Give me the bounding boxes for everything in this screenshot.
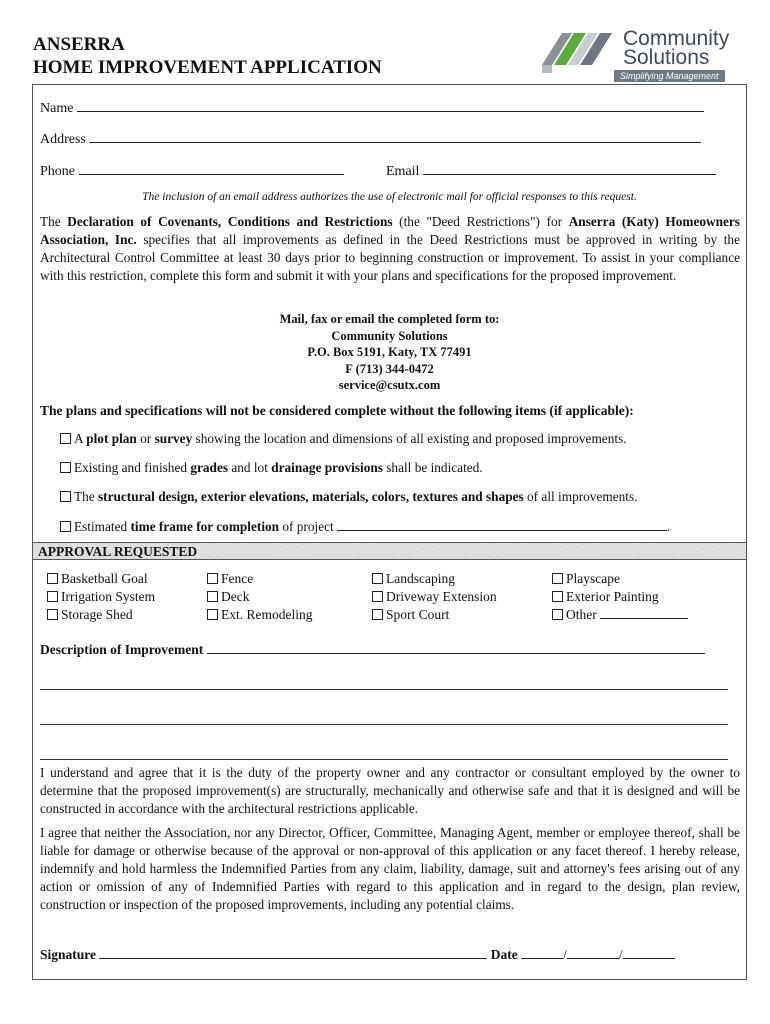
option-storage-shed[interactable] — [47, 606, 133, 623]
req4-period: . — [667, 519, 671, 534]
option-irrigation-system[interactable] — [47, 588, 155, 605]
option-label: Ext. Remodeling — [221, 607, 313, 622]
grades-checkbox[interactable] — [60, 462, 71, 473]
mail-line-1: Mail, fax or email the completed form to: — [279, 312, 500, 326]
agreement-paragraph-1: I understand and agree that it is the duty of the property owner and any contractor or consultant employed by the owner to determine that the proposed improvement(s) are structurally, mechanically and otherwise safe and that it is designed and will be constructed in accordance with the architectural restrictions applicable. — [40, 765, 740, 816]
description-label: Description of Improvement — [40, 642, 204, 657]
approval-requested-heading: APPROVAL REQUESTED — [38, 544, 198, 559]
logo-name-line-2: Solutions — [623, 46, 710, 69]
checkbox[interactable] — [207, 609, 218, 620]
option-fence[interactable] — [207, 570, 253, 587]
date-month-field[interactable] — [521, 946, 563, 959]
intro-text-declaration: Declaration of Covenants, Conditions and Restrictions — [67, 214, 393, 229]
requirement-grades — [60, 460, 483, 476]
form-frame — [32, 84, 747, 980]
option-label: Driveway Extension — [386, 589, 497, 604]
phone-row — [40, 162, 344, 181]
mail-line-3: P.O. Box 5191, Katy, TX 77491 — [307, 345, 472, 359]
option-landscaping[interactable] — [372, 570, 455, 587]
date-day-field[interactable] — [567, 946, 619, 959]
community-solutions-logo — [540, 25, 750, 80]
req1-text-a: A — [74, 431, 87, 446]
time-frame-checkbox[interactable] — [60, 521, 71, 532]
plans-heading: The plans and specifications will not be considered complete without the following items (if applicable): — [40, 403, 634, 418]
option-label: Exterior Painting — [566, 589, 659, 604]
checkbox[interactable] — [372, 591, 383, 602]
option-other[interactable] — [552, 606, 688, 623]
option-playscape[interactable] — [552, 570, 620, 587]
checkbox[interactable] — [372, 609, 383, 620]
req2-text-drainage: drainage provisions — [271, 460, 383, 475]
req3-text-a: The — [74, 489, 98, 504]
form-title — [33, 33, 382, 79]
email-field[interactable] — [423, 162, 716, 175]
plot-plan-checkbox[interactable] — [60, 433, 71, 444]
time-frame-field[interactable] — [337, 518, 667, 531]
address-field[interactable] — [89, 130, 701, 143]
req4-text-time: time frame for completion — [130, 519, 280, 534]
option-deck[interactable] — [207, 588, 249, 605]
req2-text-e: shall be indicated. — [382, 460, 483, 475]
intro-text-e: specifies that all improvements as defined in the Deed Restrictions must be approved in writing by the Architectural Control Committee at least 30 days prior to beginning construction or improvement. To assist in your compliance with this restriction, complete this form and submit it with your plans and specifications for the proposed improvement. — [40, 232, 740, 283]
intro-text-c: (the "Deed Restrictions") for — [392, 214, 569, 229]
option-sport-court[interactable] — [372, 606, 449, 623]
req2-text-c: and lot — [228, 460, 272, 475]
option-label: Deck — [221, 589, 250, 604]
checkbox[interactable] — [552, 591, 563, 602]
intro-text-a: The — [40, 214, 68, 229]
description-row — [40, 641, 705, 658]
email-label: Email — [386, 164, 420, 179]
address-label: Address — [40, 132, 86, 147]
mail-line-4: F (713) 344-0472 — [345, 361, 434, 376]
description-line-3[interactable] — [40, 724, 728, 725]
name-field[interactable] — [77, 99, 704, 112]
req3-text-c: of all improvements. — [523, 489, 638, 504]
name-row — [40, 99, 704, 118]
requirement-structural — [60, 489, 637, 505]
description-line-4[interactable] — [40, 759, 728, 760]
email-notice: The inclusion of an email address authorizes the use of electronic mail for official responses to this request. — [142, 191, 637, 203]
option-label: Landscaping — [386, 571, 455, 586]
req2-text-a: Existing and finished — [74, 460, 191, 475]
checkbox[interactable] — [552, 609, 563, 620]
option-basketball-goal[interactable] — [47, 570, 148, 587]
logo-tagline: Simplifying Management — [614, 70, 725, 82]
description-line-2[interactable] — [40, 689, 728, 690]
mail-line-2: Community Solutions — [331, 328, 448, 343]
checkbox[interactable] — [372, 573, 383, 584]
agreement-paragraph-2: I agree that neither the Association, nor any Director, Officer, Committee, Managing Agent, member or employee thereof, shall be liable for damage or otherwise because of the approval or non-approval of this application or any facet thereof. I hereby release, indemnify and hold harmless the Indemnified Parties from any claim, liability, damage, suit and attorney's fees arising out of any action or omission of any of Indemnified Parties with regard to this application and in regard to the design, plan review, construction or inspection of the proposed improvements, including any potential claims. — [40, 825, 740, 912]
requirement-plot-plan — [60, 431, 627, 447]
approval-requested-bar — [33, 542, 746, 560]
checkbox[interactable] — [207, 573, 218, 584]
name-label: Name — [40, 101, 74, 116]
option-label: Other — [566, 607, 597, 622]
option-exterior-painting[interactable] — [552, 588, 659, 605]
signature-label: Signature — [40, 947, 97, 962]
req2-text-grades: grades — [190, 460, 229, 475]
title-line-2: HOME IMPROVEMENT APPLICATION — [33, 57, 382, 78]
checkbox[interactable] — [47, 609, 58, 620]
structural-checkbox[interactable] — [60, 491, 71, 502]
checkbox[interactable] — [552, 573, 563, 584]
other-field[interactable] — [600, 606, 688, 619]
req4-text-c: of project — [279, 519, 334, 534]
date-slash-1: / — [563, 947, 567, 962]
checkbox[interactable] — [47, 591, 58, 602]
checkbox[interactable] — [47, 573, 58, 584]
checkbox[interactable] — [207, 591, 218, 602]
option-label: Basketball Goal — [61, 571, 148, 586]
mail-block — [33, 311, 746, 394]
description-field[interactable] — [207, 641, 705, 654]
intro-paragraph — [40, 213, 740, 285]
date-label: Date — [490, 947, 518, 962]
req1-text-survey: survey — [154, 431, 193, 446]
title-line-1: ANSERRA — [33, 34, 125, 55]
req3-text-structural: structural design, exterior elevations, materials, colors, textures and shapes — [98, 489, 524, 504]
option-label: Sport Court — [386, 607, 450, 622]
intro-text-hoa: Anserra (Katy) Homeowners Association, Inc. — [40, 214, 740, 247]
logo-name-line-1: Community — [623, 27, 730, 50]
option-label: Storage Shed — [61, 607, 133, 622]
option-driveway-extension[interactable] — [372, 588, 497, 605]
address-row — [40, 130, 701, 149]
phone-field[interactable] — [79, 162, 344, 175]
date-slash-2: / — [618, 947, 623, 962]
req1-text-e: showing the location and dimensions of all existing and proposed improvements. — [192, 431, 627, 446]
option-ext-remodeling[interactable] — [207, 606, 313, 623]
signature-field[interactable] — [99, 946, 487, 959]
option-label: Irrigation System — [61, 589, 156, 604]
req1-text-plot: plot plan — [86, 431, 137, 446]
req4-text-a: Estimated — [74, 519, 131, 534]
requirement-time-frame — [60, 518, 670, 535]
option-label: Fence — [221, 571, 254, 586]
logo-mark-icon — [540, 25, 620, 75]
mail-line-5: service@csutx.com — [338, 378, 441, 392]
email-row — [386, 162, 716, 181]
req1-text-or: or — [136, 431, 155, 446]
option-label: Playscape — [566, 571, 620, 586]
date-year-field[interactable] — [623, 946, 675, 959]
signature-row — [40, 946, 675, 963]
phone-label: Phone — [40, 164, 75, 179]
